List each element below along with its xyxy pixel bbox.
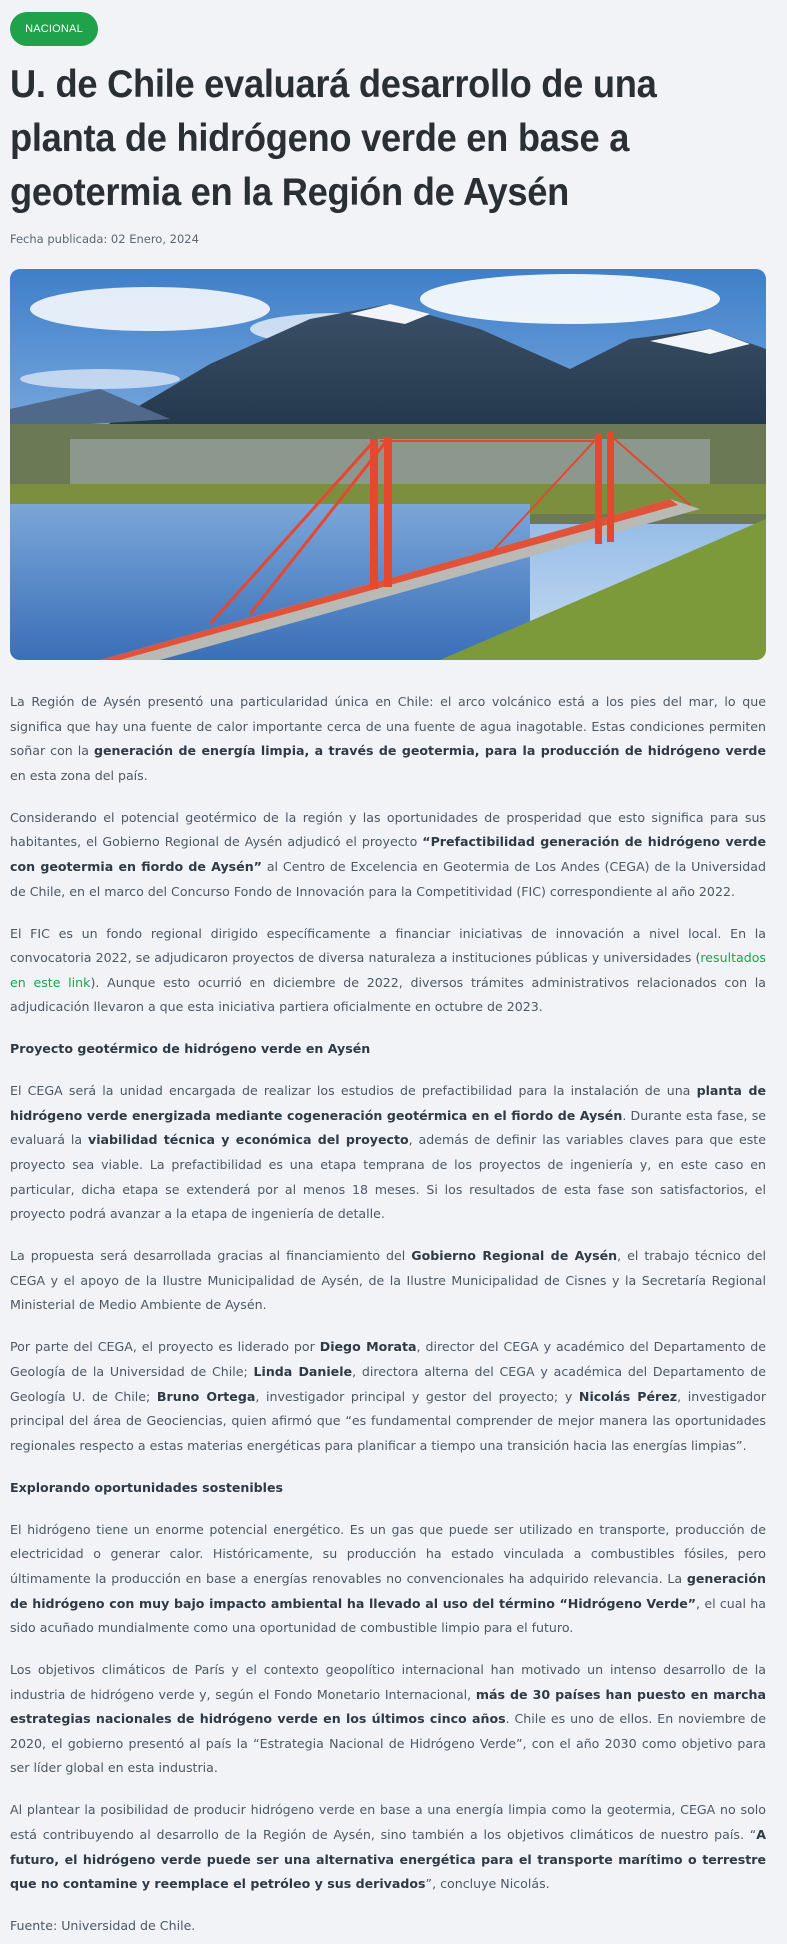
article-title: U. de Chile evaluará desarrollo de una planta de hidrógeno verde en base a geotermia en la Región de Aysén	[10, 63, 657, 214]
publish-date	[10, 232, 199, 246]
hero-image	[10, 269, 766, 660]
article-body	[10, 690, 766, 1944]
section-heading-1: Proyecto geotérmico de hidrógeno verde en Aysén	[10, 1041, 371, 1057]
bridge-landscape-image	[10, 269, 766, 660]
section-heading-2: Explorando oportunidades sostenibles	[10, 1479, 284, 1495]
source-line: Fuente: Universidad de Chile.	[10, 1918, 196, 1934]
paragraph-1: La Región de Aysén presentó una particularidad única en Chile: el arco volcánico está a los pies del mar, lo que significa que hay una fuente de calor importante cerca de una fuente de agua inagotable. Estas condiciones permiten soñar con la generación de energía limpia, a través de geotermia, para la producción de hidrógeno verde en esta zona del país.	[10, 694, 766, 783]
category-badge[interactable]: NACIONAL	[10, 12, 98, 46]
paragraph-6: Por parte del CEGA, el proyecto es liderado por Diego Morata, director del CEGA y académico del Departamento de Geología de la Universidad de Chile; Linda Daniele, directora alterna del CEGA y académica del Departamento de Geología U. de Chile; Bruno Ortega, investigador principal y gestor del proyecto; y Nicolás Pérez, investigador principal del área de Geociencias, quien afirmó que “es fundamental comprender de mejor manera las oportunidades regionales respecto a estas materias energéticas para planificar a tiempo una transición hacia las energías limpias”.	[10, 1339, 767, 1453]
paragraph-3: El FIC es un fondo regional dirigido específicamente a financiar iniciativas de innovación a nivel local. En la convocatoria 2022, se adjudicaron proyectos de diversa naturaleza a instituciones públicas y universidades (resultados en este link). Aunque esto ocurrió en diciembre de 2022, diversos trámites administrativos relacionados con la adjudicación llevaron a que esta iniciativa partiera oficialmente en octubre de 2023.	[10, 925, 766, 1015]
date-value: 02 Enero, 2024	[110, 232, 199, 246]
paragraph-9: Al plantear la posibilidad de producir hidrógeno verde en base a una energía limpia como la geotermia, CEGA no solo está contribuyendo al desarrollo de la Región de Aysén, sino también a los objetivos climáticos de nuestro país. “A futuro, el hidrógeno verde puede ser una alternativa energética para el transporte marítimo o terrestre que no contamine y reemplace el petróleo y sus derivados”, concluye Nicolás.	[10, 1802, 766, 1892]
paragraph-4: El CEGA será la unidad encargada de realizar los estudios de prefactibilidad para la instalación de una planta de hidrógeno verde energizada mediante cogeneración geotérmica en el fiordo de Aysén. Durante esta fase, se evaluará la viabilidad técnica y económica del proyecto, además de definir las variables claves para que este proyecto sea viable. La prefactibilidad es una etapa temprana de los proyectos de ingeniería y, en este caso en particular, dicha etapa se extenderá por al menos 18 meses. Si los resultados de esta fase son satisfactorios, el proyecto podrá avanzar a la etapa de ingeniería de detalle.	[10, 1083, 767, 1222]
results-link[interactable]: resultados en este link	[10, 950, 766, 990]
paragraph-8: Los objetivos climáticos de París y el contexto geopolítico internacional han motivado un intenso desarrollo de la industria de hidrógeno verde y, según el Fondo Monetario Internacional, más de 30 países han puesto en marcha estrategias nacionales de hidrógeno verde en los últimos cinco años. Chile es uno de ellos. En noviembre de 2020, el gobierno presentó al país la “Estrategia Nacional de Hidrógeno Verde”, con el año 2030 como objetivo para ser líder global en esta industria.	[10, 1662, 767, 1776]
paragraph-5: La propuesta será desarrollada gracias al financiamiento del Gobierno Regional de Aysén, el trabajo técnico del CEGA y el apoyo de la Ilustre Municipalidad de Aysén, de la Ilustre Municipalidad de Cisnes y la Secretaría Regional Ministerial de Medio Ambiente de Aysén.	[10, 1248, 766, 1313]
paragraph-7: El hidrógeno tiene un enorme potencial energético. Es un gas que puede ser utilizado en transporte, producción de electricidad o generar calor. Históricamente, su producción ha estado vinculada a combustibles fósiles, pero últimamente la producción en base a energías renovables no convencionales ha adquirido relevancia. La generación de hidrógeno con muy bajo impacto ambiental ha llevado al uso del término “Hidrógeno Verde”, el cual ha sido acuñado mundialmente como una oportunidad de combustible limpio para el futuro.	[10, 1521, 766, 1636]
paragraph-2: Considerando el potencial geotérmico de la región y las oportunidades de prosperidad que esto significa para sus habitantes, el Gobierno Regional de Aysén adjudicó el proyecto “Prefactibilidad generación de hidrógeno verde con geotermia en fiordo de Aysén” al Centro de Excelencia en Geotermia de Los Andes (CEGA) de la Universidad de Chile, en el marco del Concurso Fondo de Innovación para la Competitividad (FIC) correspondiente al año 2022.	[10, 809, 766, 899]
date-label: Fecha publicada:	[10, 232, 108, 246]
